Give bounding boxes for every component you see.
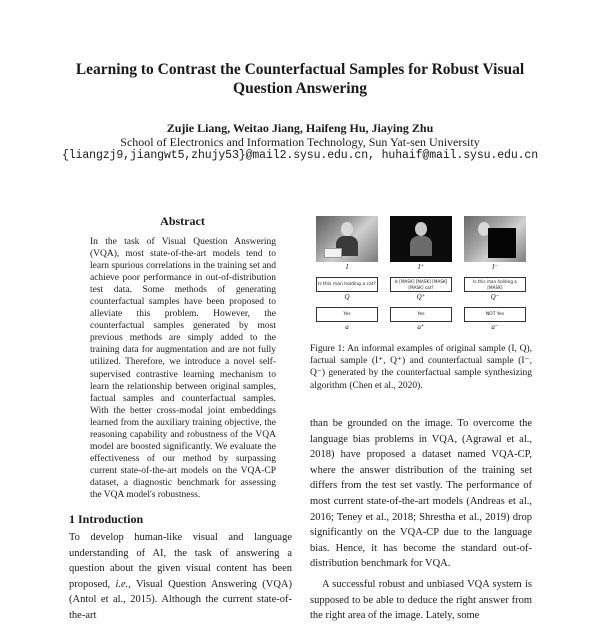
intro-ie: i.e. [115, 578, 129, 590]
answer-label: a⁺ [417, 323, 425, 331]
question-box: Is this man holding a [MASK] [464, 277, 526, 292]
abstract-heading: Abstract [160, 214, 205, 228]
introduction-text [69, 530, 292, 624]
question-label: Q⁻ [490, 293, 500, 301]
intro-text-start: To develop human-like visual and language understanding of AI, the task of answering a question about the given visual content has been proposed, [69, 532, 292, 590]
answer-box: NOT Yes [464, 307, 526, 322]
abstract-text: In the task of Visual Question Answering (VQA), most state-of-the-art models tend to learn spurious correlations in the training set and achieve poor performance in out-of-distribution test data. Some methods of generating counterfactual samples have been proposed to alleviate this problem. However, the counterfactual samples generated by most previous methods are simply added to the training data for augmentation and are not fully utilized. Therefore, we introduce a novel self-supervised contrastive learning mechanism to learn the relationship between original samples, factual samples and counterfactual samples. With the better cross-modal joint embeddings learned from the auxiliary training objective, the reasoning capability and robustness of the VQA model are boosted significantly. We evaluate the effectiveness of our method by surpassing current state-of-the-art models on the VQA-CP dataset, a diagnostic benchmark for assessing the VQA model's robustness. [90, 237, 276, 500]
figure-column-original [316, 216, 378, 332]
person-head [415, 222, 427, 236]
answer-label: a⁻ [491, 323, 499, 331]
answer-box: Yes [390, 307, 452, 322]
answer-box: Yes [316, 307, 378, 322]
figure-caption: Figure 1: An informal examples of original sample (I, Q), factual sample (I⁺, Q⁺) and counterfactual sample (I⁻, Q⁻) generated by the counterfactual sample synthesizing algorithm (Chen et al., 2020). [310, 344, 532, 391]
right-column-body [310, 416, 532, 624]
counterfactual-image [464, 216, 526, 262]
original-image [316, 216, 378, 262]
affiliation: School of Electronics and Information Technology, Sun Yat-sen University [120, 135, 480, 149]
image-label: I⁺ [417, 263, 425, 271]
title-line-1: Learning to Contrast the Counterfactual Samples for Robust Visual [75, 61, 525, 78]
object-shape [324, 248, 342, 258]
factual-image [390, 216, 452, 262]
figure-column-counterfactual [464, 216, 526, 332]
person-body [410, 236, 432, 256]
question-box: Is [MASK] [MASK] [MASK] [MASK] cat? [390, 277, 452, 292]
image-label: I [345, 263, 349, 271]
figure-column-factual [390, 216, 452, 332]
title-line-2: Question Answering [233, 80, 367, 97]
person-head [341, 222, 353, 236]
question-box: Is this man holding a cat? [316, 277, 378, 292]
author-emails: {liangzj9,jiangwt5,zhujy53}@mail2.sysu.edu.cn, huhaif@mail.sysu.edu.cn [61, 149, 539, 162]
image-label: I⁻ [491, 263, 499, 271]
question-label: Q [344, 293, 350, 301]
answer-label: a [345, 323, 349, 331]
introduction-heading: 1 Introduction [69, 512, 144, 526]
authors: Zujie Liang, Weitao Jiang, Haifeng Hu, Jiaying Zhu [166, 121, 434, 135]
question-label: Q⁺ [416, 293, 426, 301]
right-paragraph-2: A successful robust and unbiased VQA system is supposed to be able to deduce the right answer from the right area of the image. Lately, some [310, 578, 532, 622]
figure-1 [316, 216, 526, 332]
masked-region [488, 228, 516, 258]
right-paragraph-1: than be grounded on the image. To overcome the language bias problems in VQA, (Agrawal et al., 2018) have proposed a dataset named VQA-CP, where the answer distribution of the training set differs from the test set vastly. The performance of most current state-of-the-art models (Andreas et al., 2016; Teney et al., 2018; Shrestha et al., 2019) drop significantly on the VQA-CP due to the language bias. Hence, it has become the standard out-of-distribution benchmark for VQA. [310, 418, 532, 570]
intro-text-end: , Visual Question Answering (VQA) (Antol et al., 2015). Although the current state-of-the-art [69, 578, 292, 621]
paper-title [60, 60, 540, 98]
